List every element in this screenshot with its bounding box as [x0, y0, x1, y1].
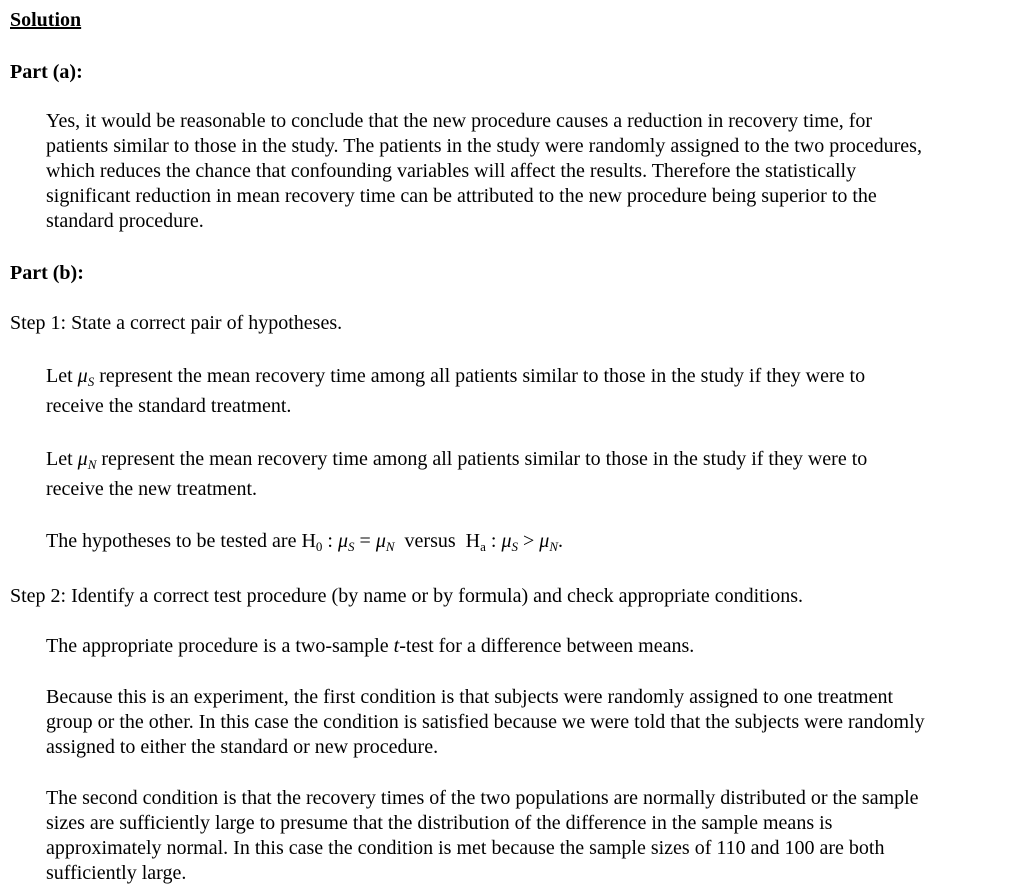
solution-title: Solution [10, 9, 82, 31]
let-word: Let [46, 448, 73, 470]
mu-s-symbol: $\mu_S$ [77, 365, 95, 389]
mu-s-definition [46, 361, 1014, 421]
condition-1-paragraph [46, 685, 1014, 760]
condition-1-line: assigned to either the standard or new procedure. [46, 736, 439, 758]
part-a-line: which reduces the chance that confounding variables will affect the results. Therefore the statistically [46, 160, 857, 182]
mu-n-definition [46, 444, 1014, 504]
mu-n-line-1 [46, 444, 1014, 474]
condition-1-line: group or the other. In this case the condition is satisfied because we were told that the subjects were randomly [46, 711, 925, 733]
null-hypothesis: $H_0$ : $\mu_S = \mu_N$ [301, 530, 395, 554]
part-a-line: Yes, it would be reasonable to conclude that the new procedure causes a reduction in recovery time, for [46, 110, 873, 132]
condition-2-line: approximately normal. In this case the condition is met because the sample sizes of 110 and 100 are both [46, 837, 885, 859]
condition-1-line: Because this is an experiment, the first condition is that subjects were randomly assigned to one treatment [46, 686, 894, 708]
condition-2-line: The second condition is that the recovery times of the two populations are normally distributed or the sample [46, 787, 919, 809]
hypotheses-statement [46, 526, 1014, 556]
versus-word: versus [404, 530, 456, 552]
condition-2-paragraph [46, 786, 1014, 886]
mu-s-line-2: receive the standard treatment. [46, 395, 292, 417]
mu-n-symbol: $\mu_N$ [77, 448, 97, 472]
part-a-line: significant reduction in mean recovery time can be attributed to the new procedure being superior to the [46, 185, 877, 207]
part-b-heading: Part (b): [10, 262, 84, 284]
part-a-line: standard procedure. [46, 210, 204, 232]
mu-s-description: represent the mean recovery time among all patients similar to those in the study if they were to [99, 365, 866, 387]
let-word: Let [46, 365, 73, 387]
t-symbol: t [393, 635, 400, 657]
alternative-hypothesis: $H_a$ : $\mu_S > \mu_N$. [465, 530, 563, 554]
part-a-paragraph [46, 109, 1014, 234]
step-1-label: Step 1: State a correct pair of hypotheses. [10, 312, 343, 334]
procedure-statement: The appropriate procedure is a two-sample t-test for a difference between means. [46, 635, 695, 657]
step-2-label: Step 2: Identify a correct test procedure (by name or by formula) and check appropriate conditions. [10, 585, 804, 607]
condition-2-line: sufficiently large. [46, 862, 187, 884]
part-a-heading: Part (a): [10, 61, 83, 83]
mu-s-line-1 [46, 361, 1014, 391]
mu-n-description: represent the mean recovery time among all patients similar to those in the study if they were to [101, 448, 868, 470]
hypotheses-prefix: The hypotheses to be tested are [46, 530, 297, 552]
mu-n-line-2: receive the new treatment. [46, 478, 257, 500]
part-a-line: patients similar to those in the study. The patients in the study were randomly assigned to the two procedures, [46, 135, 922, 157]
condition-2-line: sizes are sufficiently large to presume that the distribution of the difference in the sample means is [46, 812, 833, 834]
